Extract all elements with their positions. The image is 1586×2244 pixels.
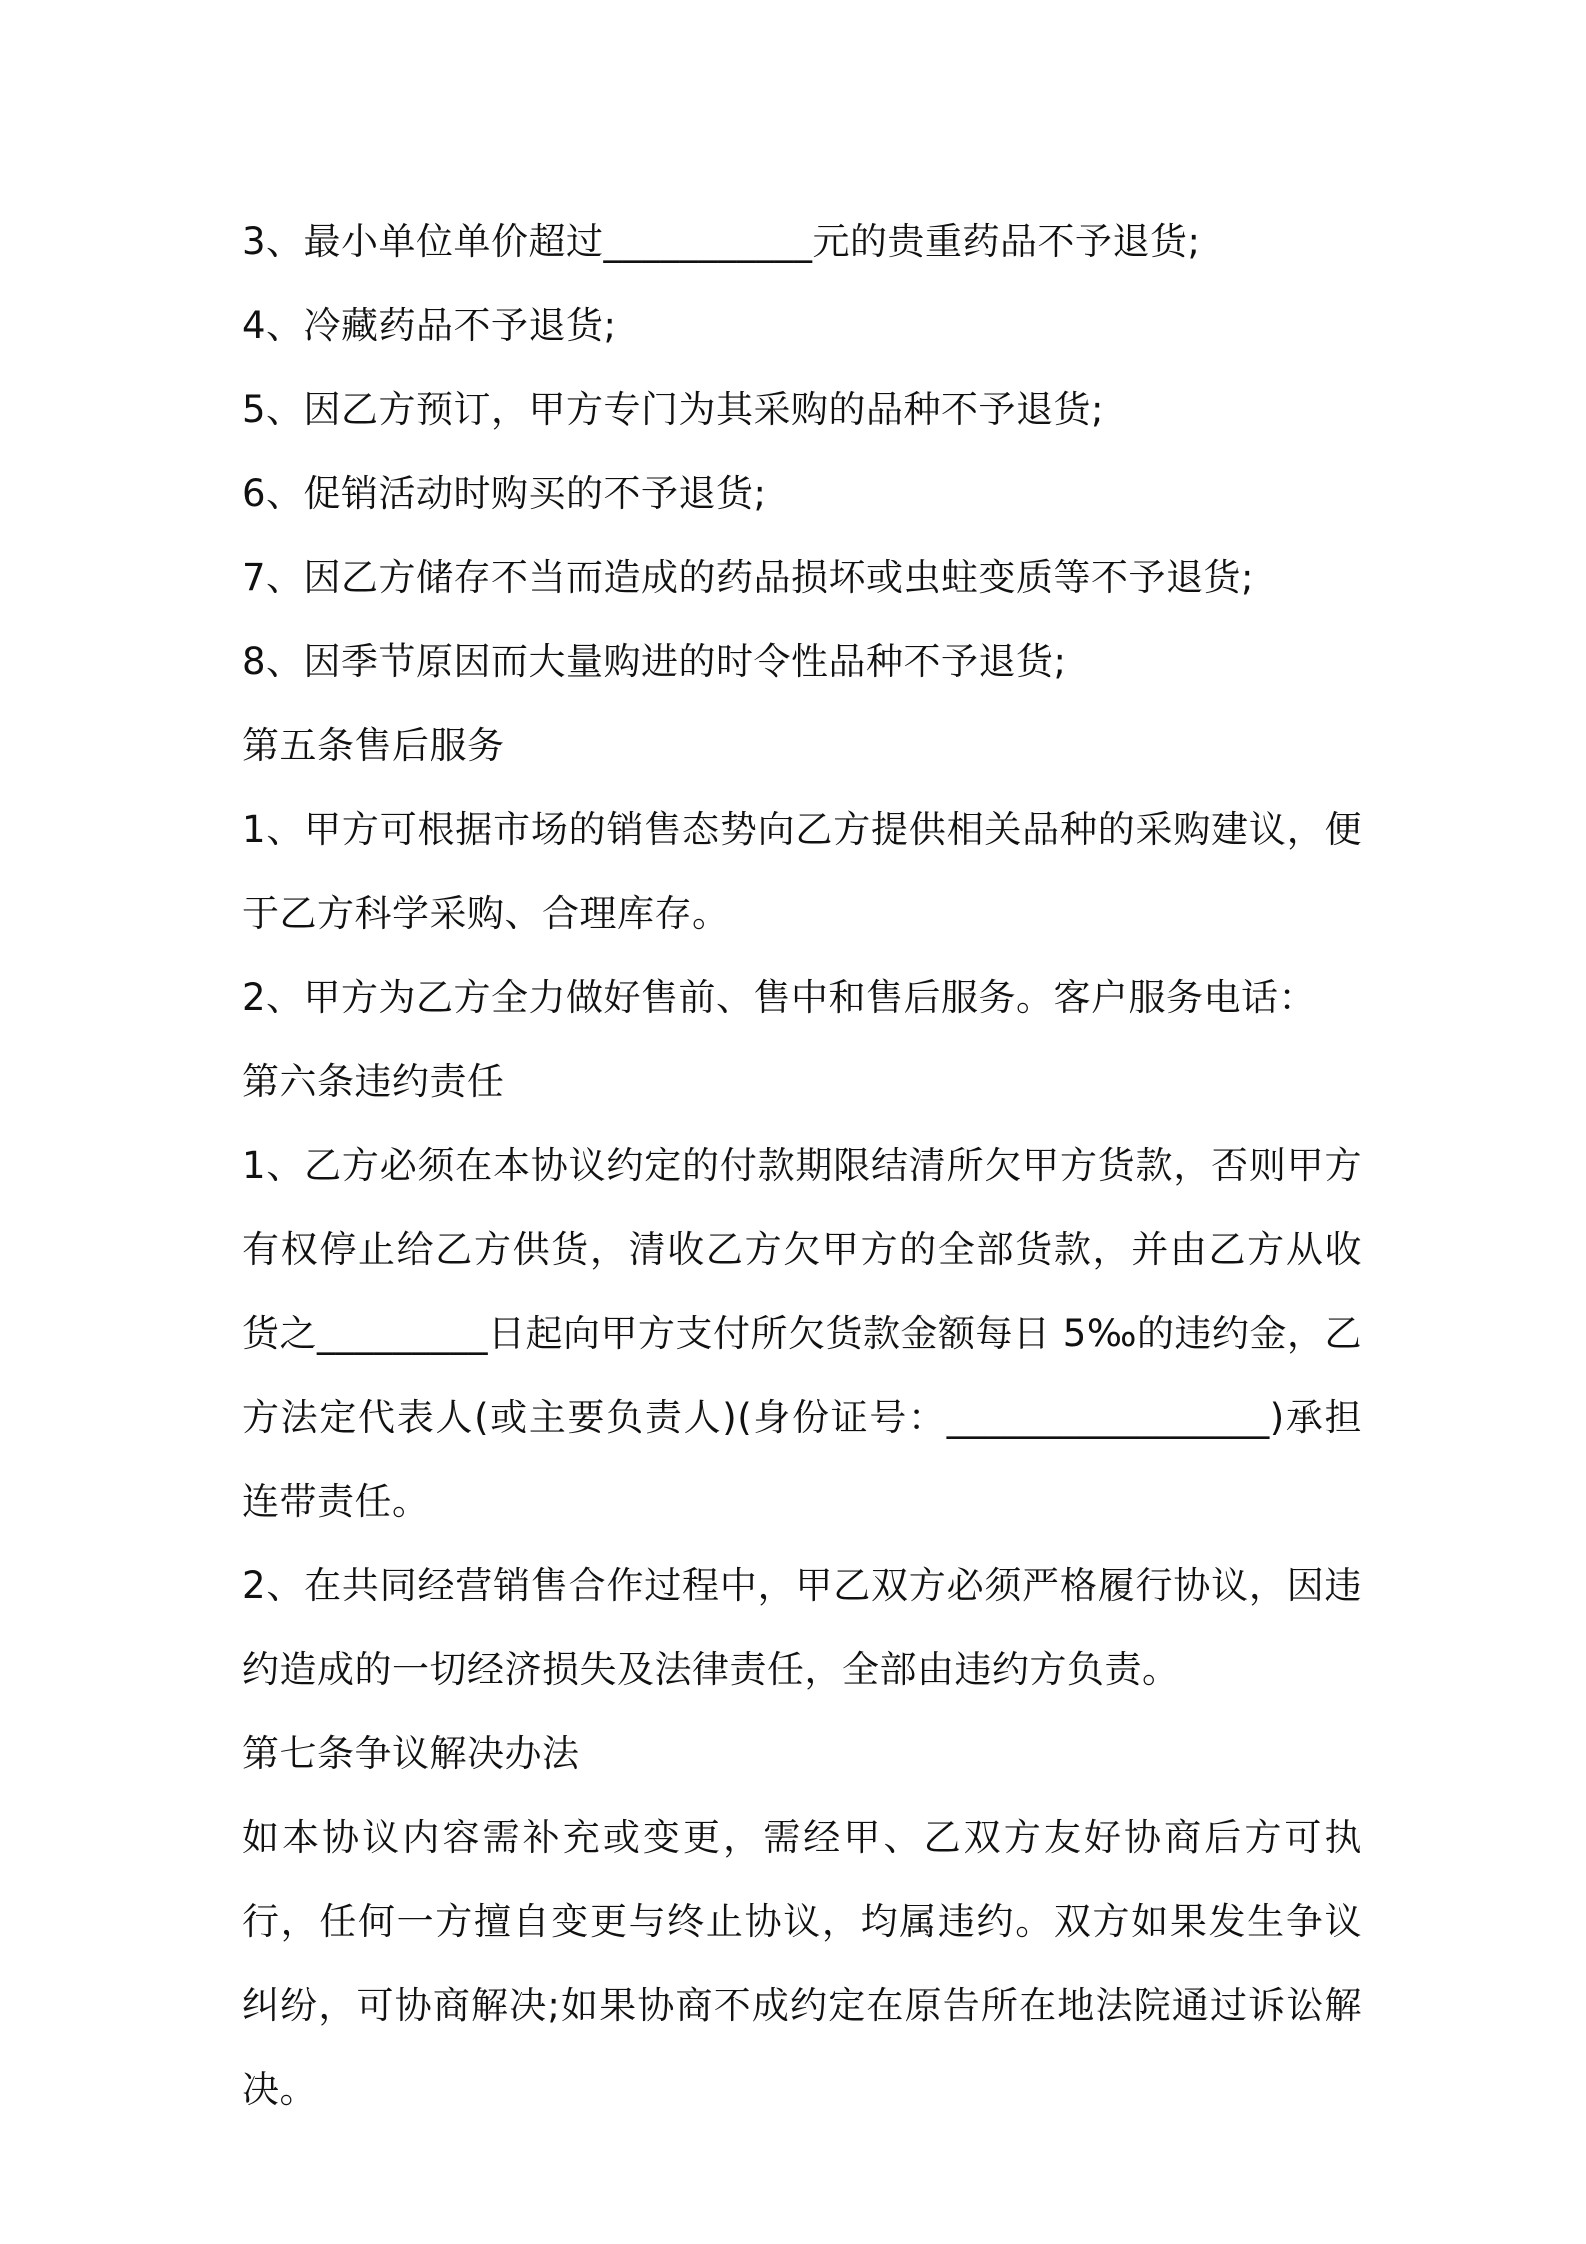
- article-5-item-2: 2、甲方为乙方全力做好售前、售中和售后服务。客户服务电话：: [242, 976, 1317, 1019]
- clause-item-3: 3、最小单位单价超过___________元的贵重药品不予退货;: [242, 220, 1201, 263]
- article-6-heading: 第六条违约责任: [242, 1060, 505, 1103]
- clause-item-4: 4、冷藏药品不予退货;: [242, 304, 617, 347]
- article-6-item-2: 2、在共同经营销售合作过程中，甲乙双方必须严格履行协议，因违约造成的一切经济损失及法律责任，全部由违约方负责。: [242, 1564, 1362, 1691]
- clause-item-6: 6、促销活动时购买的不予退货;: [242, 472, 767, 515]
- clause-item-7: 7、因乙方储存不当而造成的药品损坏或虫蛀变质等不予退货;: [242, 556, 1255, 599]
- clause-item-8: 8、因季节原因而大量购进的时令性品种不予退货;: [242, 640, 1067, 683]
- document-page: [242, 200, 1362, 2132]
- article-7-body: 如本协议内容需补充或变更，需经甲、乙双方友好协商后方可执行，任何一方擅自变更与终止协议，均属违约。双方如果发生争议纠纷，可协商解决;如果协商不成约定在原告所在地法院通过诉讼解决。: [242, 1816, 1362, 2111]
- clause-item-5: 5、因乙方预订，甲方专门为其采购的品种不予退货;: [242, 388, 1105, 431]
- article-6-item-1: 1、乙方必须在本协议约定的付款期限结清所欠甲方货款，否则甲方有权停止给乙方供货，清收乙方欠甲方的全部货款，并由乙方从收货之_________日起向甲方支付所欠货款金额每日 5‰的违约金，乙方法定代表人(或主要负责人)(身份证号：_________________)承担连带责任。: [242, 1144, 1362, 1523]
- article-5-item-1: 1、甲方可根据市场的销售态势向乙方提供相关品种的采购建议，便于乙方科学采购、合理库存。: [242, 808, 1362, 935]
- article-5-heading: 第五条售后服务: [242, 724, 505, 767]
- article-7-heading: 第七条争议解决办法: [242, 1732, 580, 1775]
